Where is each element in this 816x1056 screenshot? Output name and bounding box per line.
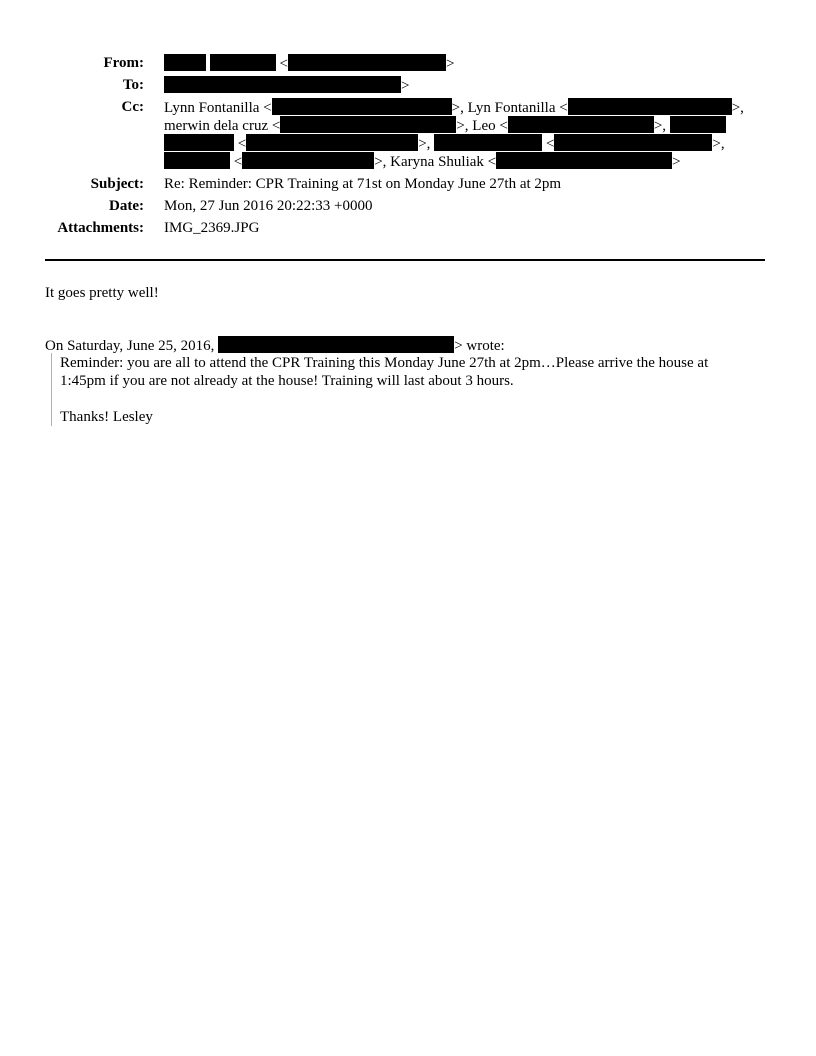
redaction-bar <box>280 116 456 133</box>
redaction-bar <box>670 116 726 133</box>
header-divider <box>45 259 765 261</box>
cc-line-2: merwin dela cruz < >, Leo < >, <box>164 116 726 135</box>
quote-intro: On Saturday, June 25, 2016, > wrote: <box>45 338 505 354</box>
redaction-bar <box>568 98 732 115</box>
to-value <box>164 76 409 95</box>
redaction-bar <box>434 134 542 151</box>
quote-signoff: Thanks! Lesley <box>60 409 153 425</box>
redaction-bar <box>246 134 418 151</box>
quote-bar <box>51 353 52 426</box>
cc-line-3: < >, < >, <box>164 134 725 153</box>
subject-row <box>0 175 800 195</box>
redaction-bar <box>272 98 452 115</box>
redaction-bar <box>242 152 374 169</box>
redaction-bar <box>508 116 654 133</box>
date-row <box>0 197 800 217</box>
quote-line-2: 1:45pm if you are not already at the house! Training will last about 3 hours. <box>60 373 514 389</box>
redaction-bar <box>496 152 672 169</box>
from-gt: > <box>445 56 455 72</box>
to-gt: > <box>401 78 410 94</box>
cc-row-3 <box>0 134 800 154</box>
cc-row-2 <box>0 116 800 136</box>
redaction-bar <box>210 54 276 71</box>
from-lt: < <box>279 56 288 72</box>
cc-line-1: Lynn Fontanilla < >, Lyn Fontanilla < >, <box>164 100 744 116</box>
attachment-filename[interactable]: IMG_2369.JPG <box>164 220 260 236</box>
cc-row <box>0 98 800 118</box>
redaction-bar <box>218 336 454 353</box>
subject-label: Subject: <box>90 176 144 192</box>
attachments-row <box>0 219 800 239</box>
to-label: To: <box>122 77 144 93</box>
date-label: Date: <box>109 198 144 214</box>
date-value: Mon, 27 Jun 2016 20:22:33 +0000 <box>164 198 373 214</box>
cc-row-4 <box>0 152 800 172</box>
subject-value: Re: Reminder: CPR Training at 71st on Monday June 27th at 2pm <box>164 176 562 192</box>
attachments-label: Attachments: <box>57 220 144 236</box>
from-label: From: <box>103 55 144 71</box>
redaction-bar <box>554 134 712 151</box>
from-row <box>0 54 800 74</box>
quote-line-1: Reminder: you are all to attend the CPR Training this Monday June 27th at 2pm…Please arrive the house at <box>60 355 709 371</box>
cc-label: Cc: <box>121 99 144 115</box>
redaction-bar <box>164 76 401 93</box>
redaction-bar <box>164 152 230 169</box>
redaction-bar <box>164 54 206 71</box>
to-row <box>0 76 800 96</box>
redaction-bar <box>288 54 446 71</box>
cc-line-4: < >, Karyna Shuliak < > <box>164 152 681 171</box>
reply-text: It goes pretty well! <box>45 285 159 301</box>
from-value <box>164 54 454 73</box>
redaction-bar <box>164 134 234 151</box>
